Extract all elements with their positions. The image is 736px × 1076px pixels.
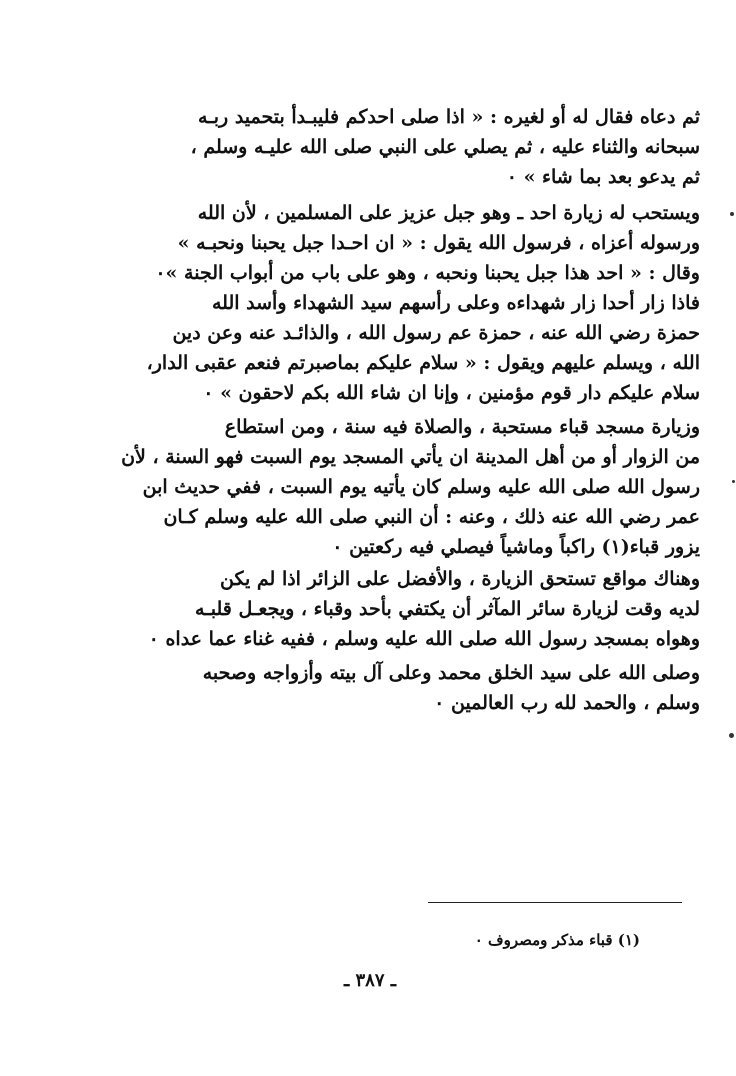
text-line: لديه وقت لزيارة سائر المآثر أن يكتفي بأحد وقباء ، ويجعـل قلبـه bbox=[194, 598, 700, 620]
text-line: عمر رضي الله عنه ذلك ، وعنه : أن النبي صلى الله عليه وسلم كـان bbox=[163, 506, 700, 528]
text-line: ويستحب له زيارة احد ـ وهو جبل عزيز على المسلمين ، لأن الله bbox=[197, 202, 700, 224]
scan-speck bbox=[729, 733, 734, 738]
text-line: حمزة رضي الله عنه ، حمزة عم رسول الله ، والذائـد عنه وعن دين bbox=[172, 322, 700, 344]
text-line: ثم دعاه فقال له أو لغيره : « اذا صلى احدكم فليبـدأ بتحميد ربـه bbox=[197, 106, 700, 128]
paragraph-4-block bbox=[92, 412, 700, 562]
text-line: وسلم ، والحمد لله رب العالمين ٠ bbox=[434, 692, 700, 714]
scan-speck bbox=[732, 480, 735, 483]
paragraph-6 bbox=[92, 658, 700, 718]
footnote-divider bbox=[428, 902, 682, 903]
text-line: وهناك مواقع تستحق الزيارة ، والأفضل على الزائر اذا لم يكن bbox=[220, 568, 700, 590]
text-line: رسول الله صلى الله عليه وسلم كان يأتيه يوم السبت ، ففي حديث ابن bbox=[142, 476, 700, 498]
text-line: الله ، ويسلم عليهم ويقول : « سلام عليكم بماصبرتم فنعم عقبى الدار، bbox=[146, 352, 700, 374]
text-line: يزور قباء(١) راكباً وماشياً فيصلي فيه ركعتين ٠ bbox=[332, 536, 700, 558]
paragraph-2 bbox=[92, 198, 700, 288]
paragraph-2-block bbox=[92, 198, 700, 288]
text-line: ثم يدعو بعد بما شاء » ٠ bbox=[506, 166, 700, 188]
text-line: فاذا زار أحدا زار شهداءه وعلى رأسهم سيد الشهداء وأسد الله bbox=[211, 292, 700, 314]
text-line: وصلى الله على سيد الخلق محمد وعلى آل بيته وأزواجه وصحبه bbox=[202, 662, 700, 684]
text-line: وزيارة مسجد قباء مستحبة ، والصلاة فيه سنة ، ومن استطاع bbox=[224, 416, 700, 438]
page-number: ـ ٣٨٧ ـ bbox=[343, 970, 397, 991]
main-text bbox=[92, 102, 700, 192]
paragraph-5 bbox=[92, 564, 700, 654]
paragraph-3-block bbox=[92, 288, 700, 408]
paragraph-4 bbox=[92, 412, 700, 562]
text-line: سبحانه والثناء عليه ، ثم يصلي على النبي صلى الله عليـه وسلم ، bbox=[190, 136, 700, 158]
footnote: (١) قباء مذكر ومصروف ٠ bbox=[474, 931, 640, 949]
text-line: سلام عليكم دار قوم مؤمنين ، وإنا ان شاء الله بكم لاحقون » ٠ bbox=[203, 382, 700, 404]
paragraph-1 bbox=[92, 102, 700, 192]
text-line: من الزوار أو من أهل المدينة ان يأتي المسجد يوم السبت فهو السنة ، لأن bbox=[121, 446, 700, 468]
text-line: وقال : « احد هذا جبل يحبنا ونحبه ، وهو على باب من أبواب الجنة »٠ bbox=[155, 262, 700, 284]
paragraph-5-block bbox=[92, 564, 700, 654]
scan-speck bbox=[730, 212, 734, 216]
text-line: وهواه بمسجد رسول الله صلى الله عليه وسلم ، ففيه غناء عما عداه ٠ bbox=[148, 628, 700, 650]
paragraph-3 bbox=[92, 288, 700, 408]
paragraph-6-block bbox=[92, 658, 700, 718]
text-line: ورسوله أعزاه ، فرسول الله يقول : « ان احـدا جبل يحبنا ونحبـه » bbox=[177, 232, 700, 254]
